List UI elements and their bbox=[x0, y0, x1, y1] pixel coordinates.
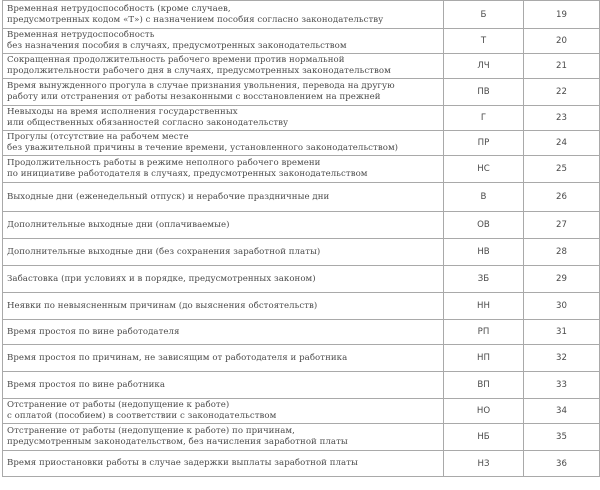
numeric-code: 32 bbox=[524, 345, 600, 372]
numeric-code: 25 bbox=[524, 156, 600, 183]
letter-code: НЗ bbox=[444, 451, 524, 477]
letter-code: НС bbox=[444, 156, 524, 183]
letter-code: Г bbox=[444, 106, 524, 131]
description-line: предусмотренным законодательством, без начисления заработной платы bbox=[7, 437, 348, 447]
letter-code: ЗБ bbox=[444, 266, 524, 293]
row-description bbox=[3, 131, 444, 156]
letter-code: ВП bbox=[444, 372, 524, 399]
table-row bbox=[3, 212, 600, 239]
description-line: предусмотренных кодом «Т») с назначением пособия согласно законодательству bbox=[7, 14, 384, 25]
description-line: Временная нетрудоспособность (кроме случаев, bbox=[7, 3, 231, 14]
row-description bbox=[3, 212, 444, 239]
row-description bbox=[3, 106, 444, 131]
letter-code: НП bbox=[444, 345, 524, 372]
numeric-code: 22 bbox=[524, 79, 600, 106]
row-description bbox=[3, 239, 444, 266]
table-row bbox=[3, 183, 600, 212]
numeric-code: 36 bbox=[524, 451, 600, 477]
description-line: Неявки по невыясненным причинам (до выяснения обстоятельств) bbox=[7, 300, 318, 311]
description-line: Дополнительные выходные дни (оплачиваемые) bbox=[7, 219, 230, 230]
numeric-code: 28 bbox=[524, 239, 600, 266]
letter-code: ЛЧ bbox=[444, 54, 524, 79]
table-row bbox=[3, 345, 600, 372]
numeric-code: 19 bbox=[524, 1, 600, 29]
description-line: работу или отстранения от работы незаконными с восстановлением на прежней bbox=[7, 92, 381, 102]
description-line: Время простоя по вине работника bbox=[7, 379, 166, 390]
description-line: Отстранение от работы (недопущение к работе) bbox=[7, 400, 230, 411]
row-description bbox=[3, 29, 444, 54]
numeric-code: 20 bbox=[524, 29, 600, 54]
row-description bbox=[3, 399, 444, 424]
description-line: Продолжительность работы в режиме неполного рабочего времени bbox=[7, 158, 321, 169]
time-codes-table bbox=[2, 0, 600, 477]
table-row bbox=[3, 451, 600, 477]
description-line: Прогулы (отсутствие на рабочем месте bbox=[7, 132, 189, 143]
description-line: по инициативе работодателя в случаях, предусмотренных законодательством bbox=[7, 169, 368, 179]
letter-code: НН bbox=[444, 293, 524, 320]
table-row bbox=[3, 320, 600, 345]
table-row bbox=[3, 131, 600, 156]
row-description bbox=[3, 183, 444, 212]
row-description bbox=[3, 156, 444, 183]
table-row bbox=[3, 293, 600, 320]
numeric-code: 29 bbox=[524, 266, 600, 293]
table-row bbox=[3, 399, 600, 424]
letter-code: НВ bbox=[444, 239, 524, 266]
numeric-code: 27 bbox=[524, 212, 600, 239]
row-description bbox=[3, 345, 444, 372]
description-line: Временная нетрудоспособность bbox=[7, 30, 155, 41]
row-description bbox=[3, 424, 444, 451]
table-row bbox=[3, 79, 600, 106]
description-line: Время простоя по причинам, не зависящим от работодателя и работника bbox=[7, 352, 348, 363]
numeric-code: 31 bbox=[524, 320, 600, 345]
table-row bbox=[3, 372, 600, 399]
description-line: или общественных обязанностей согласно законодательству bbox=[7, 118, 289, 128]
description-line: Отстранение от работы (недопущение к работе) по причинам, bbox=[7, 426, 295, 437]
numeric-code: 21 bbox=[524, 54, 600, 79]
numeric-code: 23 bbox=[524, 106, 600, 131]
description-line: Сокращенная продолжительность рабочего времени против нормальной bbox=[7, 55, 345, 66]
letter-code: ПВ bbox=[444, 79, 524, 106]
description-line: Время вынужденного прогула в случае признания увольнения, перевода на другую bbox=[7, 81, 395, 92]
table-body bbox=[3, 1, 600, 477]
letter-code: ПР bbox=[444, 131, 524, 156]
row-description bbox=[3, 79, 444, 106]
numeric-code: 33 bbox=[524, 372, 600, 399]
row-description bbox=[3, 372, 444, 399]
codes-table-page bbox=[2, 0, 599, 489]
description-line: с оплатой (пособием) в соответствии с законодательством bbox=[7, 411, 277, 421]
letter-code: НБ bbox=[444, 424, 524, 451]
description-line: Дополнительные выходные дни (без сохранения заработной платы) bbox=[7, 246, 321, 257]
numeric-code: 30 bbox=[524, 293, 600, 320]
numeric-code: 24 bbox=[524, 131, 600, 156]
letter-code: НО bbox=[444, 399, 524, 424]
table-row bbox=[3, 266, 600, 293]
description-line: Невыходы на время исполнения государственных bbox=[7, 107, 238, 118]
row-description bbox=[3, 1, 444, 29]
numeric-code: 35 bbox=[524, 424, 600, 451]
letter-code: ОВ bbox=[444, 212, 524, 239]
description-line: продолжительности рабочего дня в случаях, предусмотренных законодательством bbox=[7, 66, 391, 76]
letter-code: Б bbox=[444, 1, 524, 29]
row-description bbox=[3, 54, 444, 79]
row-description bbox=[3, 293, 444, 320]
letter-code: В bbox=[444, 183, 524, 212]
description-line: Забастовка (при условиях и в порядке, предусмотренных законом) bbox=[7, 273, 316, 284]
table-row bbox=[3, 106, 600, 131]
letter-code: Т bbox=[444, 29, 524, 54]
row-description bbox=[3, 266, 444, 293]
table-row bbox=[3, 1, 600, 29]
row-description bbox=[3, 451, 444, 477]
description-line: Время приостановки работы в случае задержки выплаты заработной платы bbox=[7, 458, 358, 469]
description-line: без уважительной причины в течение времени, установленного законодательством) bbox=[7, 143, 399, 153]
table-row bbox=[3, 29, 600, 54]
description-line: Выходные дни (еженедельный отпуск) и нерабочие праздничные дни bbox=[7, 191, 330, 202]
table-row bbox=[3, 54, 600, 79]
numeric-code: 26 bbox=[524, 183, 600, 212]
description-line: без назначения пособия в случаях, предусмотренных законодательством bbox=[7, 41, 347, 51]
letter-code: РП bbox=[444, 320, 524, 345]
table-row bbox=[3, 239, 600, 266]
table-row bbox=[3, 156, 600, 183]
table-row bbox=[3, 424, 600, 451]
numeric-code: 34 bbox=[524, 399, 600, 424]
row-description bbox=[3, 320, 444, 345]
description-line: Время простоя по вине работодателя bbox=[7, 326, 180, 337]
